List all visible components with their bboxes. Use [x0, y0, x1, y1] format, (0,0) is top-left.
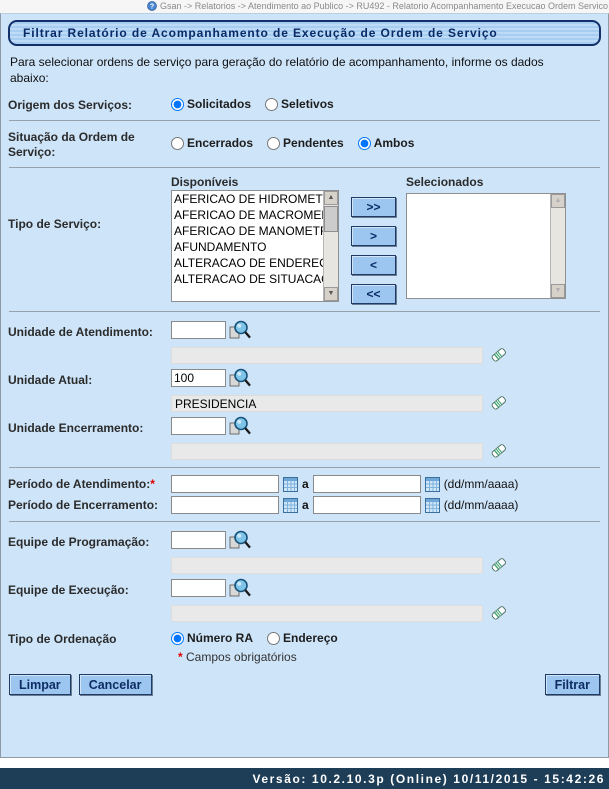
remove-all-button[interactable]: <<	[351, 284, 396, 304]
equipe-programacao-label: Equipe de Programação:	[8, 535, 150, 550]
help-globe-icon	[147, 1, 157, 11]
separator	[9, 120, 600, 121]
limpar-button[interactable]: Limpar	[9, 674, 71, 695]
radio-solicitados[interactable]	[171, 98, 184, 111]
equipe-programacao-lookup-button[interactable]	[229, 530, 251, 550]
add-button[interactable]: >	[351, 226, 396, 246]
equipe-programacao-clear-button[interactable]	[489, 555, 508, 574]
equipe-execucao-lookup-button[interactable]	[229, 578, 251, 598]
unidade-atendimento-lookup-button[interactable]	[229, 320, 251, 340]
periodo-atendimento-label: Período de Atendimento:*	[8, 476, 155, 491]
required-fields-note: * Campos obrigatórios	[178, 650, 297, 665]
row-tipo-ordenacao	[8, 630, 601, 647]
selected-list-column	[406, 175, 566, 299]
row-unidade-atendimento	[8, 319, 601, 364]
required-asterisk: *	[150, 476, 155, 491]
breadcrumb-text: Gsan -> Relatorios -> Atendimento ao Publico -> RU492 - Relatorio Acompanhamento Execucao Ordem Servico	[160, 1, 608, 11]
filtrar-button[interactable]: Filtrar	[545, 674, 600, 695]
unidade-encerramento-clear-button[interactable]	[489, 441, 508, 460]
row-tipo-servico	[8, 175, 601, 304]
scroll-up-arrow-icon[interactable]: ▲	[324, 191, 338, 205]
unidade-atual-label: Unidade Atual:	[8, 373, 93, 388]
transfer-buttons	[351, 197, 396, 304]
periodo-atendimento-start-calendar-button[interactable]	[283, 477, 298, 492]
eraser-icon	[489, 345, 508, 364]
calendar-icon	[425, 477, 440, 492]
unidade-atendimento-label: Unidade de Atendimento:	[8, 325, 153, 340]
date-format-hint: (dd/mm/aaaa)	[443, 498, 519, 513]
unidade-atual-lookup-button[interactable]	[229, 368, 251, 388]
radio-ambos-label[interactable]: Ambos	[373, 136, 415, 151]
magnifier-icon	[229, 320, 251, 340]
required-asterisk: *	[178, 650, 183, 665]
available-listbox-frame	[171, 190, 339, 302]
periodo-encerramento-end-input[interactable]	[313, 496, 421, 514]
equipe-execucao-clear-button[interactable]	[489, 603, 508, 622]
breadcrumb	[0, 0, 609, 13]
svg-text:?: ?	[149, 3, 155, 11]
row-origem-servicos	[8, 96, 601, 113]
origem-radio-group	[171, 96, 348, 111]
row-unidade-atual	[8, 367, 601, 412]
add-all-button[interactable]: >>	[351, 197, 396, 217]
periodo-atendimento-start-input[interactable]	[171, 475, 279, 493]
row-unidade-encerramento	[8, 415, 601, 460]
magnifier-icon	[229, 530, 251, 550]
action-buttons	[9, 674, 600, 695]
radio-endereco-label[interactable]: Endereço	[283, 631, 338, 646]
tipo-servico-label: Tipo de Serviço:	[8, 217, 102, 232]
selected-list-scrollbar[interactable]	[550, 194, 565, 298]
separator	[9, 311, 600, 312]
origem-label: Origem dos Serviços:	[8, 98, 133, 113]
eraser-icon	[489, 393, 508, 412]
radio-seletivos[interactable]	[265, 98, 278, 111]
scroll-down-arrow-icon[interactable]: ▼	[551, 284, 565, 298]
separator	[9, 167, 600, 168]
intro-text: Para selecionar ordens de serviço para geração do relatório de acompanhamento, informe os dados abaixo:	[10, 55, 544, 85]
unidade-atual-descricao: PRESIDENCIA	[171, 395, 483, 412]
eraser-icon	[489, 441, 508, 460]
equipe-programacao-input[interactable]	[171, 531, 226, 549]
eraser-icon	[489, 603, 508, 622]
tipo-ordenacao-label: Tipo de Ordenação	[8, 632, 117, 647]
separator	[9, 467, 600, 468]
date-conjunction: a	[302, 477, 309, 492]
radio-numero-ra-label[interactable]: Número RA	[187, 631, 254, 646]
equipe-execucao-descricao	[171, 605, 483, 622]
unidade-atual-input[interactable]	[171, 369, 226, 387]
radio-endereco[interactable]	[267, 632, 280, 645]
magnifier-icon	[229, 578, 251, 598]
unidade-encerramento-descricao	[171, 443, 483, 460]
available-list-column	[171, 175, 339, 302]
calendar-icon	[283, 498, 298, 513]
date-conjunction: a	[302, 498, 309, 513]
row-periodo-atendimento	[8, 475, 601, 493]
available-services-listbox[interactable]	[172, 191, 338, 301]
version-text: Versão: 10.2.10.3p (Online) 10/11/2015 - 15:42:26	[252, 771, 605, 786]
disponiveis-label: Disponíveis	[171, 175, 239, 190]
periodo-atendimento-end-input[interactable]	[313, 475, 421, 493]
scrollbar-thumb[interactable]	[324, 206, 338, 232]
version-footer	[0, 768, 609, 789]
cancelar-button[interactable]: Cancelar	[79, 674, 152, 695]
remove-button[interactable]: <	[351, 255, 396, 275]
radio-encerrados[interactable]	[171, 137, 184, 150]
selected-services-listbox[interactable]	[407, 194, 565, 298]
radio-solicitados-label[interactable]: Solicitados	[187, 97, 252, 112]
date-format-hint: (dd/mm/aaaa)	[443, 477, 519, 492]
separator	[9, 521, 600, 522]
selected-listbox-frame	[406, 193, 566, 299]
magnifier-icon	[229, 416, 251, 436]
unidade-atendimento-descricao	[171, 347, 483, 364]
calendar-icon	[283, 477, 298, 492]
row-equipe-programacao	[8, 529, 601, 574]
unidade-atendimento-input[interactable]	[171, 321, 226, 339]
calendar-icon	[425, 498, 440, 513]
selecionados-label: Selecionados	[406, 175, 484, 190]
available-list-scrollbar[interactable]	[323, 191, 338, 301]
radio-ambos[interactable]	[358, 137, 371, 150]
radio-pendentes[interactable]	[267, 137, 280, 150]
periodo-encerramento-label: Período de Encerramento:	[8, 497, 159, 512]
scroll-up-arrow-icon[interactable]: ▲	[551, 194, 565, 208]
radio-numero-ra[interactable]	[171, 632, 184, 645]
radio-pendentes-label[interactable]: Pendentes	[283, 136, 344, 151]
periodo-encerramento-end-calendar-button[interactable]	[425, 498, 440, 513]
unidade-encerramento-lookup-button[interactable]	[229, 416, 251, 436]
unidade-atendimento-clear-button[interactable]	[489, 345, 508, 364]
radio-seletivos-label[interactable]: Seletivos	[281, 97, 334, 112]
radio-encerrados-label[interactable]: Encerrados	[187, 136, 254, 151]
periodo-encerramento-start-calendar-button[interactable]	[283, 498, 298, 513]
equipe-execucao-label: Equipe de Execução:	[8, 583, 129, 598]
eraser-icon	[489, 555, 508, 574]
filter-panel	[0, 13, 609, 758]
scroll-down-arrow-icon[interactable]: ▼	[324, 287, 338, 301]
equipe-programacao-descricao	[171, 557, 483, 574]
page-title: Filtrar Relatório de Acompanhamento de Execução de Ordem de Serviço	[8, 20, 601, 46]
footer-gap	[0, 758, 609, 768]
situacao-label: Situação da Ordem de Serviço:	[8, 130, 135, 160]
unidade-encerramento-input[interactable]	[171, 417, 226, 435]
situacao-radio-group	[171, 128, 428, 150]
row-equipe-execucao	[8, 577, 601, 622]
equipe-execucao-input[interactable]	[171, 579, 226, 597]
row-periodo-encerramento	[8, 496, 601, 514]
unidade-atual-clear-button[interactable]	[489, 393, 508, 412]
periodo-atendimento-end-calendar-button[interactable]	[425, 477, 440, 492]
row-situacao-ordem	[8, 128, 601, 160]
periodo-encerramento-start-input[interactable]	[171, 496, 279, 514]
unidade-encerramento-label: Unidade Encerramento:	[8, 421, 144, 436]
ordenacao-radio-group	[171, 630, 352, 645]
magnifier-icon	[229, 368, 251, 388]
